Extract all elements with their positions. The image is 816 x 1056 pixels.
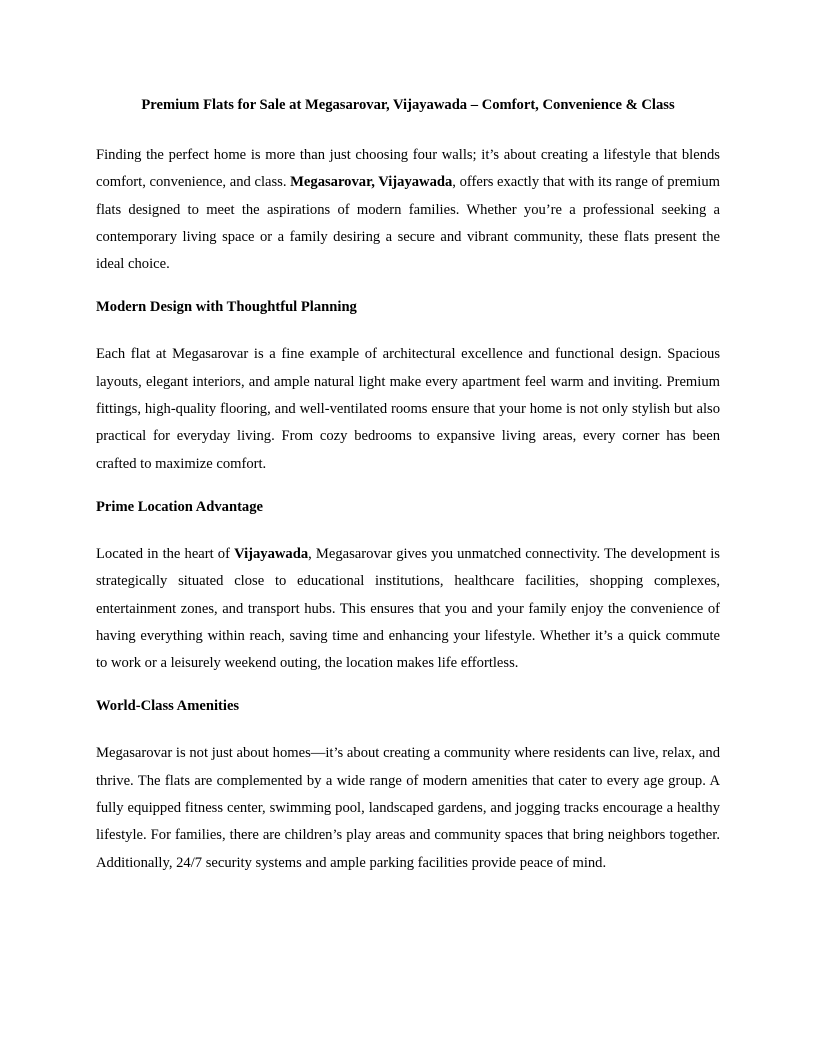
location-bold-city: Vijayawada (234, 545, 309, 562)
intro-paragraph (96, 142, 720, 278)
section-body-amenities: Megasarovar is not just about homes—it’s about creating a community where residents can live, relax, and thrive. The flats are complemented by a wide range of modern amenities that cater to every age group. A fully equipped fitness center, swimming pool, landscaped gardens, and jogging tracks encourage a healthy lifestyle. For families, there are children’s play areas and community spaces that bring neighbors together. Additionally, 24/7 security systems and ample parking facilities provide peace of mind. (96, 745, 720, 871)
document-page (96, 94, 720, 895)
section-body-location (96, 541, 720, 677)
intro-text-1: Finding the perfect home is more than just choosing four walls; it’s about creating a lifestyle that blends comfort, convenience, and class. (96, 147, 720, 191)
location-text-1: Located in the heart of (96, 545, 235, 562)
section-heading-location: Prime Location Advantage (96, 498, 264, 515)
intro-bold-location: Megasarovar, Vijayawada (290, 174, 453, 191)
location-text-2: , Megasarovar gives you unmatched connectivity. The development is strategically situated close to educational institutions, healthcare facilities, shopping complexes, entertainment zones, and transport hubs. This ensures that you and your family enjoy the convenience of having everything within reach, saving time and enhancing your lifestyle. Whether it’s a quick commute to work or a leisurely weekend outing, the location makes life effortless. (96, 545, 720, 672)
section-heading-design: Modern Design with Thoughtful Planning (96, 299, 357, 316)
section-body-design: Each flat at Megasarovar is a fine example of architectural excellence and functional design. Spacious layouts, elegant interiors, and ample natural light make every apartment feel warm and inviting. Premium fittings, high-quality flooring, and well-ventilated rooms ensure that your home is not only stylish but also practical for everyday living. From cozy bedrooms to expansive living areas, every corner has been crafted to maximize comfort. (96, 346, 720, 472)
intro-text-2: , offers exactly that with its range of premium flats designed to meet the aspirations of modern families. Whether you’re a professional seeking a contemporary living space or a family desiring a secure and vibrant community, these flats present the ideal choice. (96, 174, 720, 273)
section-heading-amenities: World-Class Amenities (96, 698, 240, 715)
document-title: Premium Flats for Sale at Megasarovar, Vijayawada – Comfort, Convenience & Class (141, 97, 675, 113)
